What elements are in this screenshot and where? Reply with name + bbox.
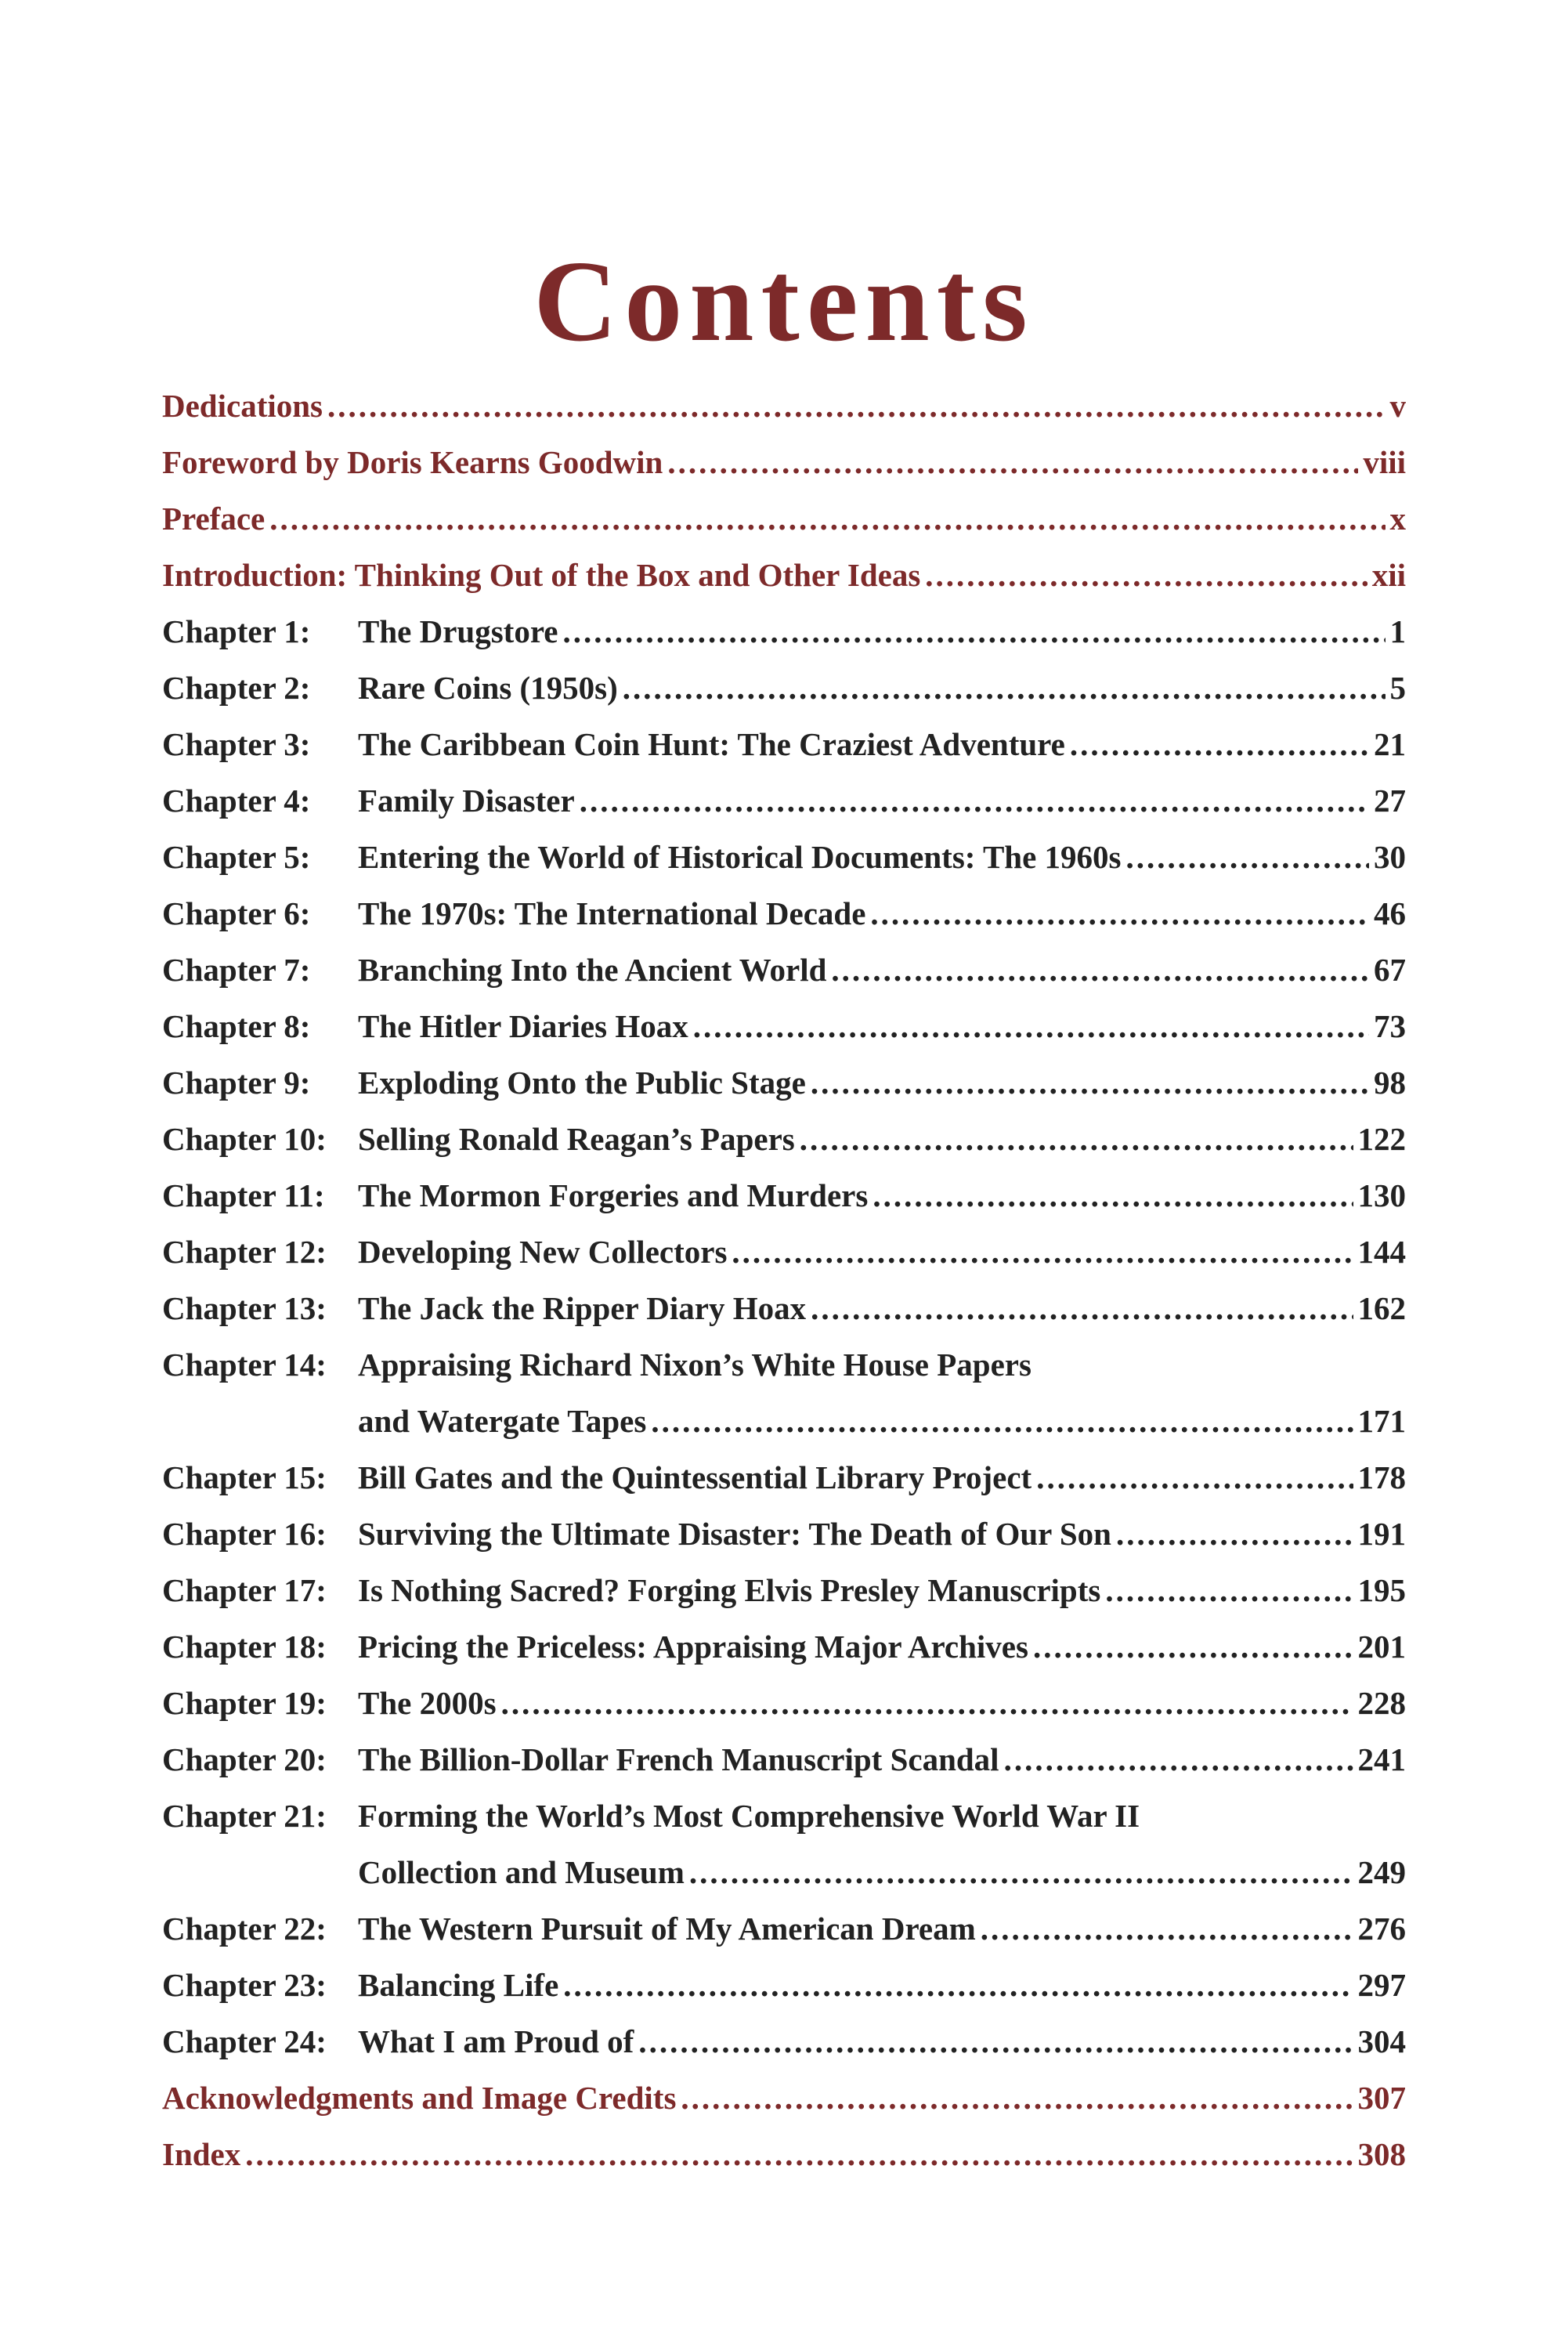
toc-entry-label: Introduction: Thinking Out of the Box and Other Ideas	[162, 557, 921, 593]
chapter-number: Chapter 20:	[162, 1741, 327, 1777]
dot-leader	[981, 1900, 1353, 1957]
toc-page-number: 307	[1357, 2080, 1406, 2116]
dot-leader	[689, 1844, 1353, 1900]
chapter-number: Chapter 7:	[162, 952, 311, 988]
chapter-number: Chapter 8:	[162, 1008, 311, 1044]
toc-entry-chapter-15[interactable]	[162, 1449, 1406, 1506]
toc-entry-chapter-7[interactable]	[162, 942, 1406, 998]
chapter-title: The Western Pursuit of My American Dream	[358, 1911, 976, 1947]
toc-page-number: 162	[1357, 1290, 1406, 1326]
dot-leader	[925, 547, 1367, 603]
chapter-number: Chapter 4:	[162, 783, 311, 819]
toc-entry-chapter-9[interactable]	[162, 1054, 1406, 1111]
toc-entry-label: Index	[162, 2136, 241, 2172]
dot-leader	[870, 885, 1369, 942]
toc-page-number: 304	[1357, 2023, 1406, 2059]
toc-entry-acknowledgments[interactable]	[162, 2070, 1406, 2126]
chapter-title: Entering the World of Historical Documents: The 1960s	[358, 839, 1122, 875]
dot-leader	[811, 1280, 1353, 1336]
chapter-number: Chapter 24:	[162, 2023, 327, 2059]
dot-leader	[562, 603, 1385, 660]
chapter-number: Chapter 10:	[162, 1121, 327, 1157]
chapter-title: The Caribbean Coin Hunt: The Craziest Adventure	[358, 726, 1065, 762]
dot-leader	[1070, 716, 1369, 772]
toc-page-number: 1	[1389, 613, 1406, 649]
toc-entry-chapter-16[interactable]	[162, 1506, 1406, 1562]
dot-leader	[269, 490, 1385, 547]
toc-entry-introduction[interactable]	[162, 547, 1406, 603]
chapter-title: Is Nothing Sacred? Forging Elvis Presley Manuscripts	[358, 1572, 1101, 1608]
toc-page-number: xii	[1371, 557, 1406, 593]
dot-leader	[1116, 1506, 1353, 1562]
chapter-title: Pricing the Priceless: Appraising Major Archives	[358, 1629, 1028, 1665]
toc-entry-chapter-11[interactable]	[162, 1167, 1406, 1224]
toc-page-number: 98	[1374, 1065, 1406, 1101]
toc-entry-chapter-17[interactable]	[162, 1562, 1406, 1618]
dot-leader	[501, 1675, 1353, 1731]
chapter-title: The Mormon Forgeries and Murders	[358, 1177, 869, 1213]
chapter-number: Chapter 14:	[162, 1347, 327, 1383]
toc-page-number: 30	[1374, 839, 1406, 875]
dot-leader	[831, 942, 1369, 998]
dot-leader	[563, 1957, 1353, 2013]
toc-entry-index[interactable]	[162, 2126, 1406, 2182]
toc-entry-preface[interactable]	[162, 490, 1406, 547]
dot-leader	[800, 1111, 1353, 1167]
chapter-title-continued: and Watergate Tapes	[358, 1403, 647, 1439]
toc-page-number: 5	[1389, 670, 1406, 706]
toc-entry-chapter-2[interactable]	[162, 660, 1406, 716]
chapter-number: Chapter 6:	[162, 895, 311, 931]
dot-leader	[327, 378, 1386, 434]
toc-entry-label: Acknowledgments and Image Credits	[162, 2080, 677, 2116]
chapter-title: What I am Proud of	[358, 2023, 634, 2059]
chapter-number: Chapter 11:	[162, 1177, 325, 1213]
toc-page-number: 46	[1374, 895, 1406, 931]
chapter-title: The Jack the Ripper Diary Hoax	[358, 1290, 807, 1326]
toc-entry-chapter-14[interactable]	[162, 1336, 1406, 1393]
chapter-title: The Drugstore	[358, 613, 558, 649]
chapter-title: The 2000s	[358, 1685, 497, 1721]
toc-page-number: 241	[1357, 1741, 1406, 1777]
chapter-number: Chapter 21:	[162, 1798, 327, 1834]
chapter-title: Appraising Richard Nixon’s White House Papers	[358, 1347, 1031, 1383]
toc-page-number: 178	[1357, 1459, 1406, 1495]
toc-page-number: 297	[1357, 1967, 1406, 2003]
toc-page-number: viii	[1363, 444, 1406, 480]
toc-entry-chapter-22[interactable]	[162, 1900, 1406, 1957]
dot-leader	[245, 2126, 1353, 2182]
toc-entry-chapter-21[interactable]	[162, 1788, 1406, 1844]
toc-page-number: 228	[1357, 1685, 1406, 1721]
chapter-number: Chapter 18:	[162, 1629, 327, 1665]
toc-page-number: 249	[1357, 1854, 1406, 1890]
chapter-number: Chapter 9:	[162, 1065, 311, 1101]
chapter-title: The Hitler Diaries Hoax	[358, 1008, 688, 1044]
toc-page-number: 130	[1357, 1177, 1406, 1213]
dot-leader	[580, 772, 1369, 829]
toc-entry-chapter-6[interactable]	[162, 885, 1406, 942]
toc-page-number: x	[1389, 501, 1406, 537]
chapter-title: Family Disaster	[358, 783, 575, 819]
dot-leader	[1004, 1731, 1353, 1788]
chapter-title: The 1970s: The International Decade	[358, 895, 866, 931]
dot-leader	[1105, 1562, 1353, 1618]
toc-entry-chapter-23[interactable]	[162, 1957, 1406, 2013]
chapter-title: The Billion-Dollar French Manuscript Scandal	[358, 1741, 999, 1777]
toc-entry-label: Dedications	[162, 388, 323, 424]
chapter-number: Chapter 22:	[162, 1911, 327, 1947]
toc-entry-chapter-5[interactable]	[162, 829, 1406, 885]
dot-leader	[1126, 829, 1370, 885]
toc-page-number: 191	[1357, 1516, 1406, 1552]
toc-entry-chapter-20[interactable]	[162, 1731, 1406, 1788]
dot-leader	[638, 2013, 1353, 2070]
chapter-number: Chapter 19:	[162, 1685, 327, 1721]
dot-leader	[651, 1393, 1353, 1449]
dot-leader	[1033, 1618, 1353, 1675]
chapter-title: Forming the World’s Most Comprehensive World War II	[358, 1798, 1140, 1834]
toc-page-number: v	[1389, 388, 1406, 424]
toc-entry-chapter-18[interactable]	[162, 1618, 1406, 1675]
chapter-number: Chapter 1:	[162, 613, 311, 649]
chapter-number: Chapter 5:	[162, 839, 311, 875]
dot-leader	[681, 2070, 1353, 2126]
toc-page-number: 308	[1357, 2136, 1406, 2172]
chapter-title: Selling Ronald Reagan’s Papers	[358, 1121, 795, 1157]
chapter-title: Surviving the Ultimate Disaster: The Death of Our Son	[358, 1516, 1111, 1552]
toc-entry-chapter-12[interactable]	[162, 1224, 1406, 1280]
dot-leader	[667, 434, 1358, 490]
table-of-contents	[162, 378, 1406, 2182]
chapter-title: Exploding Onto the Public Stage	[358, 1065, 806, 1101]
chapter-number: Chapter 2:	[162, 670, 311, 706]
dot-leader	[1036, 1449, 1353, 1506]
toc-page-number: 122	[1357, 1121, 1406, 1157]
page-title: Contents	[533, 237, 1035, 366]
chapter-number: Chapter 16:	[162, 1516, 327, 1552]
toc-page-number: 27	[1374, 783, 1406, 819]
chapter-number: Chapter 3:	[162, 726, 311, 762]
toc-page-number: 144	[1357, 1234, 1406, 1270]
dot-leader	[873, 1167, 1353, 1224]
dot-leader	[732, 1224, 1353, 1280]
toc-entry-foreword[interactable]	[162, 434, 1406, 490]
toc-entry-chapter-1[interactable]	[162, 603, 1406, 660]
chapter-title: Rare Coins (1950s)	[358, 670, 618, 706]
dot-leader	[693, 998, 1369, 1054]
toc-page-number: 21	[1374, 726, 1406, 762]
dot-leader	[623, 660, 1386, 716]
chapter-number: Chapter 12:	[162, 1234, 327, 1270]
toc-page-number: 276	[1357, 1911, 1406, 1947]
toc-entry-chapter-21-continued[interactable]	[162, 1844, 1406, 1900]
chapter-number: Chapter 23:	[162, 1967, 327, 2003]
toc-entry-label: Preface	[162, 501, 266, 537]
dot-leader	[811, 1054, 1369, 1111]
toc-page-number: 67	[1374, 952, 1406, 988]
toc-page-number: 201	[1357, 1629, 1406, 1665]
toc-entry-label: Foreword by Doris Kearns Goodwin	[162, 444, 663, 480]
toc-entry-chapter-24[interactable]	[162, 2013, 1406, 2070]
toc-entry-chapter-3[interactable]	[162, 716, 1406, 772]
toc-entry-chapter-8[interactable]	[162, 998, 1406, 1054]
toc-page-number: 171	[1357, 1403, 1406, 1439]
chapter-title: Branching Into the Ancient World	[358, 952, 827, 988]
chapter-title-continued: Collection and Museum	[358, 1854, 685, 1890]
chapter-number: Chapter 17:	[162, 1572, 327, 1608]
chapter-title: Bill Gates and the Quintessential Library Project	[358, 1459, 1032, 1495]
chapter-title: Balancing Life	[358, 1967, 559, 2003]
toc-entry-dedications[interactable]	[162, 378, 1406, 434]
toc-entry-chapter-14-continued[interactable]	[162, 1393, 1406, 1449]
chapter-number: Chapter 15:	[162, 1459, 327, 1495]
toc-entry-chapter-19[interactable]	[162, 1675, 1406, 1731]
toc-entry-chapter-4[interactable]	[162, 772, 1406, 829]
chapter-number: Chapter 13:	[162, 1290, 327, 1326]
chapter-title: Developing New Collectors	[358, 1234, 728, 1270]
toc-entry-chapter-13[interactable]	[162, 1280, 1406, 1336]
toc-page-number: 195	[1357, 1572, 1406, 1608]
toc-page-number: 73	[1374, 1008, 1406, 1044]
toc-entry-chapter-10[interactable]	[162, 1111, 1406, 1167]
